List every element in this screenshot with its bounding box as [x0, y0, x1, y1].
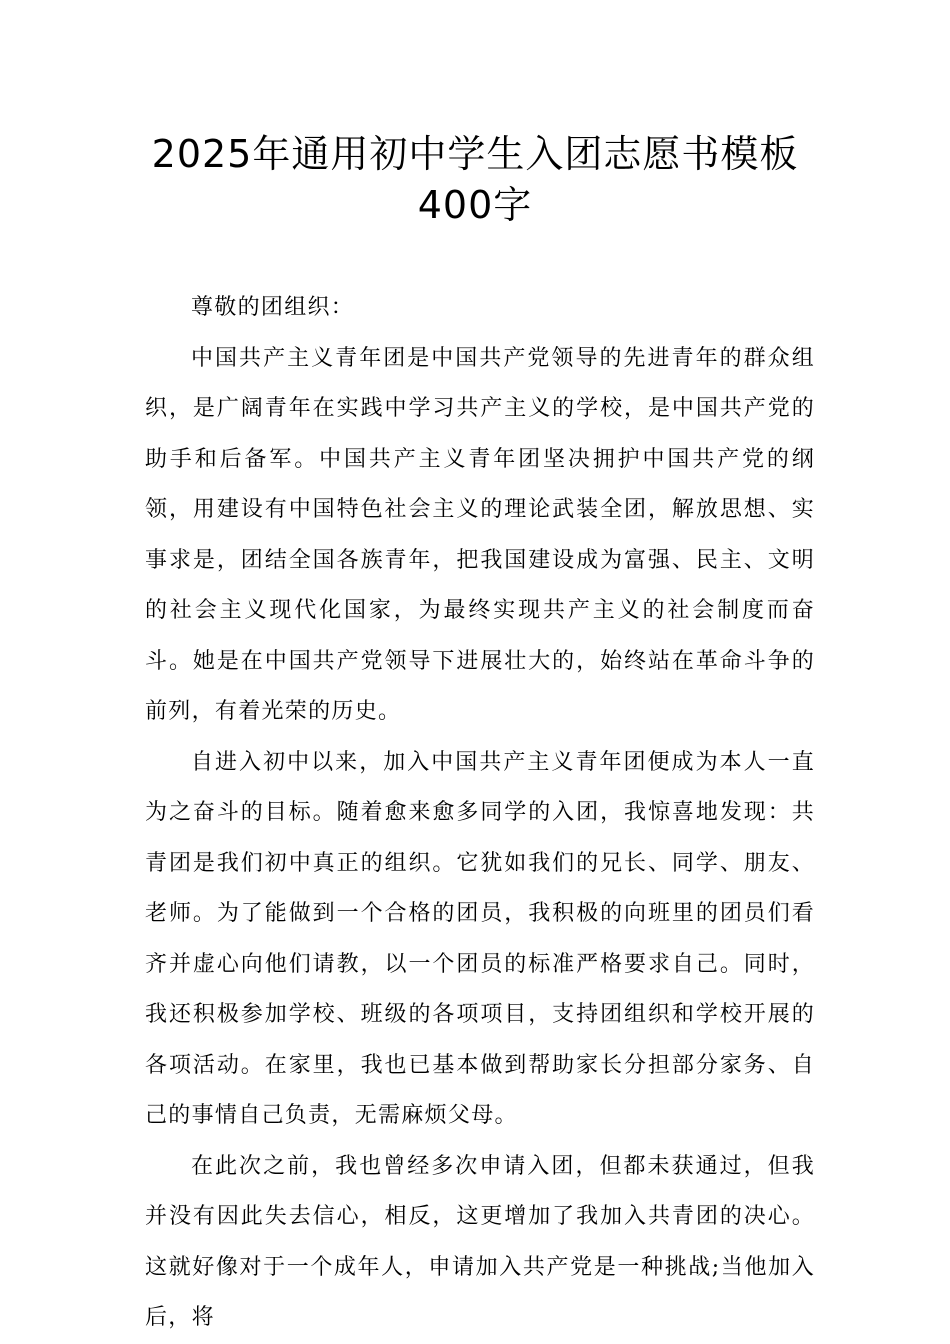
paragraph-3: 在此次之前，我也曾经多次申请入团，但都未获通过，但我并没有因此失去信心，相反，这更增加了我加入共青团的决心。这就好像对于一个成年人，申请加入共产党是一种挑战;当他加入后，将: [145, 1153, 815, 1330]
document-title-line-1: 2025年通用初中学生入团志愿书模板: [151, 132, 799, 176]
document-title-line-2: 400字: [417, 183, 533, 227]
salutation: 尊敬的团组织：: [191, 295, 355, 320]
paragraph-1: 中国共产主义青年团是中国共产党领导的先进青年的群众组织，是广阔青年在实践中学习共产主义的学校，是中国共产党的助手和后备军。中国共产主义青年团坚决拥护中国共产党的纲领，用建设有中国特色社会主义的理论武装全团，解放思想、实事求是，团结全国各族青年，把我国建设成为富强、民主、文明的社会主义现代化国家，为最终实现共产主义的社会制度而奋斗。她是在中国共产党领导下进展壮大的，始终站在革命斗争的前列，有着光荣的历史。: [145, 345, 815, 724]
document-body: [145, 283, 815, 1344]
paragraph-2: 自进入初中以来，加入中国共产主义青年团便成为本人一直为之奋斗的目标。随着愈来愈多同学的入团，我惊喜地发现：共青团是我们初中真正的组织。它犹如我们的兄长、同学、朋友、老师。为了能做到一个合格的团员，我积极的向班里的团员们看齐并虚心向他们请教，以一个团员的标准严格要求自己。同时，我还积极参加学校、班级的各项项目，支持团组织和学校开展的各项活动。在家里，我也已基本做到帮助家长分担部分家务、自己的事情自己负责，无需麻烦父母。: [145, 749, 815, 1128]
